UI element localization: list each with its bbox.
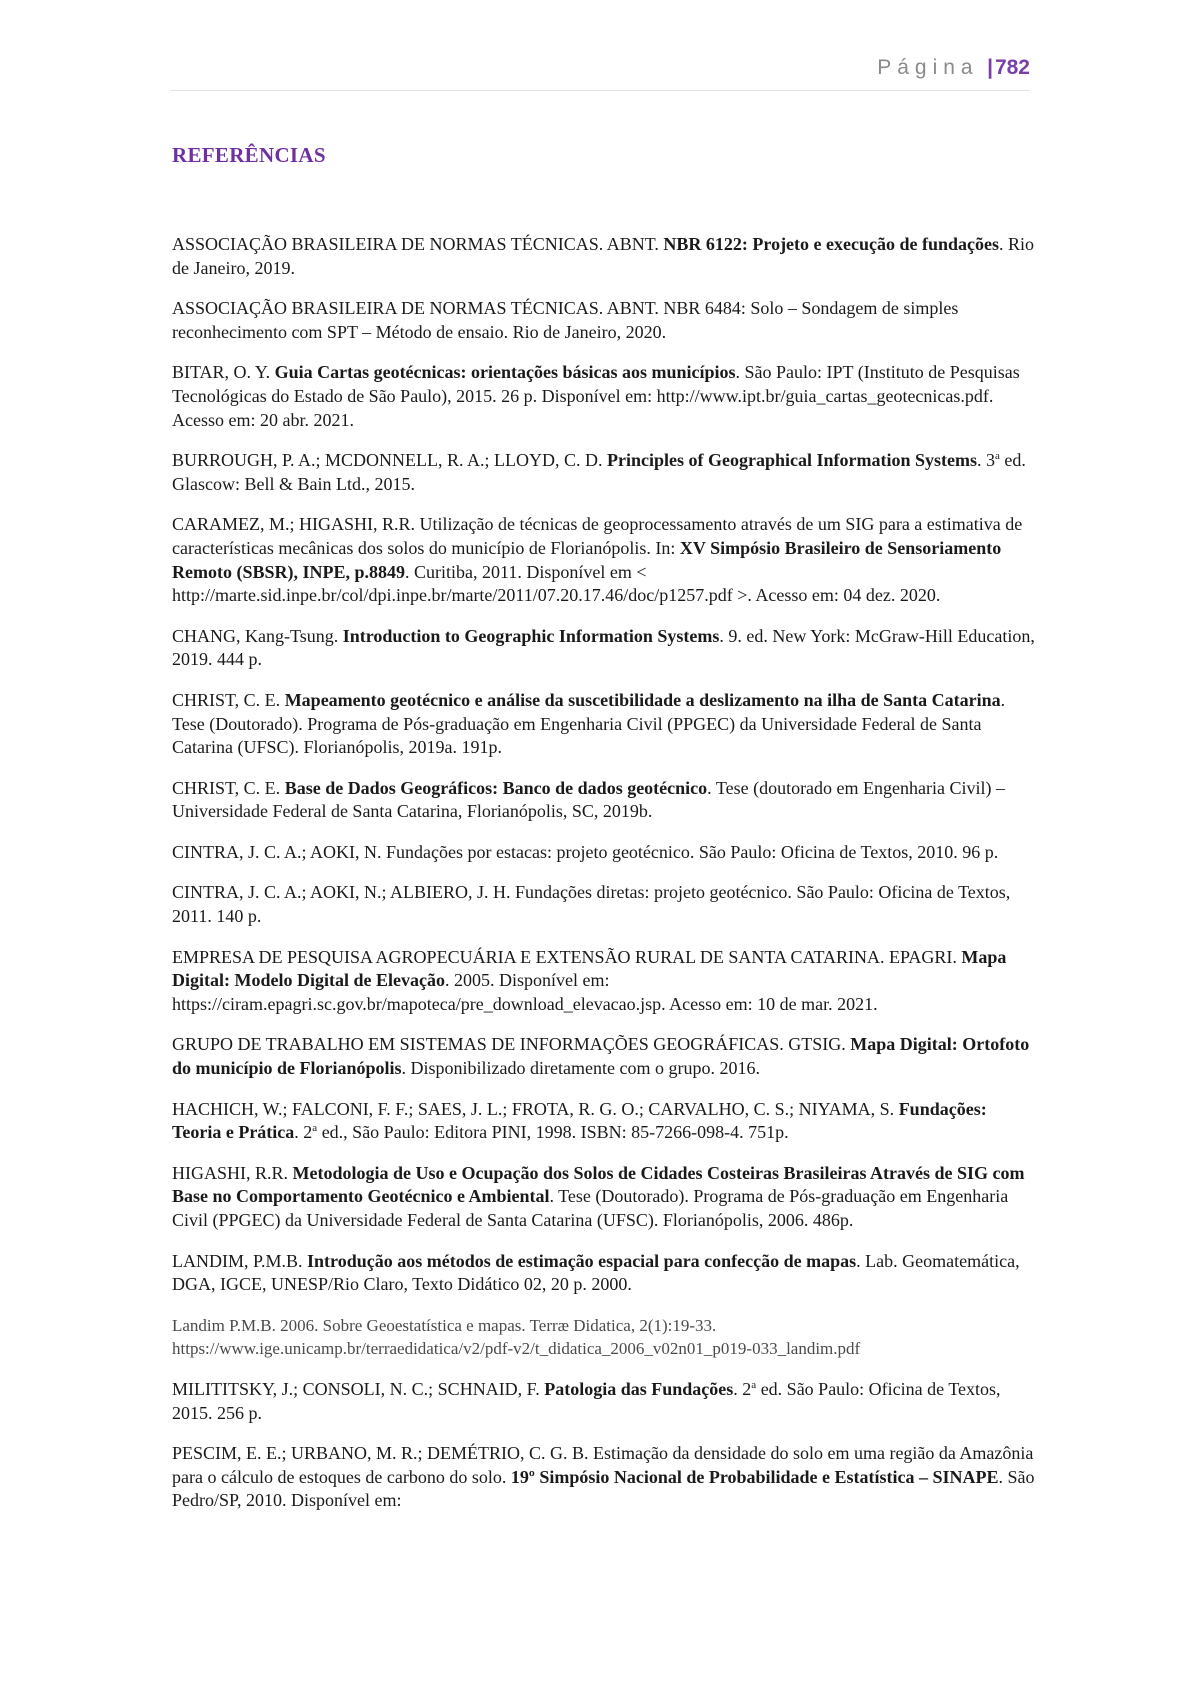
reference-text: ASSOCIAÇÃO BRASILEIRA DE NORMAS TÉCNICAS. ABNT. NBR 6484: Solo – Sondagem de simples reconhecimento com SPT – Método de ensaio. Rio de Janeiro, 2020. [172,298,959,342]
reference-text: CINTRA, J. C. A.; AOKI, N. Fundações por estacas: projeto geotécnico. São Paulo: Oficina de Textos, 2010. 96 p. [172,841,999,862]
reference-text: . São Paulo: IPT (Instituto de Pesquisas Tecnológicas do Estado de São Paulo), 2015. 26 p. Disponível em: http://www.ipt.br/guia_cartas_geotecnicas.pdf. Acesso em: 20 abr. 2021. [172,362,1020,430]
reference-text: . 2005. Disponível em: https://ciram.epagri.sc.gov.br/mapoteca/pre_download_elevacao.jsp. Acesso em: 10 de mar. 2021. [172,970,878,1014]
reference-entry [172,625,1036,672]
reference-superscript: a [995,450,1000,463]
reference-entry [172,233,1036,280]
reference-entry [172,449,1036,496]
reference-entry [172,946,1036,1017]
reference-text: . Disponibilizado diretamente com o grupo. 2016. [401,1058,760,1079]
reference-entry [172,513,1036,607]
reference-text: . 3 [977,450,996,471]
reference-text: HIGASHI, R.R. [172,1162,293,1183]
reference-title: XV Simpósio Brasileiro de Sensoriamento Remoto (SBSR), INPE, p.8849 [172,537,1002,582]
reference-entry [172,777,1036,824]
reference-entry [172,361,1036,432]
reference-entry [172,841,1036,865]
reference-entry [172,1033,1036,1080]
reference-text: ed. São Paulo: Oficina de Textos, 2015. 256 p. [172,1378,1001,1423]
reference-text: . São Pedro/SP, 2010. Disponível em: [172,1466,1035,1511]
page-label: Página [877,56,979,79]
reference-title: Patologia das Fundações [544,1378,734,1399]
reference-title: Base de Dados Geográficos: Banco de dados geotécnico [284,777,708,798]
reference-text: Landim P.M.B. 2006. Sobre Geoestatística e mapas. Terræ Didatica, 2(1):19-33. https://www.ige.unicamp.br/terraedidatica/v2/pdf-v2/t_didatica_2006_v02n01_p019-033_landim.pdf [172,1315,861,1359]
reference-text: . Tese (Doutorado). Programa de Pós-graduação em Engenharia Civil (PPGEC) da Universidade Federal de Santa Catarina (UFSC). Florianópolis, 2006. 486p. [172,1186,1009,1230]
reference-text: . Lab. Geomatemática, DGA, IGCE, UNESP/Rio Claro, Texto Didático 02, 20 p. 2000. [172,1250,1020,1295]
reference-text: CHANG, Kang-Tsung. [172,625,343,646]
reference-text: GRUPO DE TRABALHO EM SISTEMAS DE INFORMAÇÕES GEOGRÁFICAS. GTSIG. [172,1034,851,1055]
reference-text: PESCIM, E. E.; URBANO, M. R.; DEMÉTRIO, C. G. B. Estimação da densidade do solo em uma região da Amazônia para o cálculo de estoques de carbono do solo. [172,1443,1034,1487]
reference-text: BITAR, O. Y. [172,362,275,383]
reference-text: ed. Glascow: Bell & Bain Ltd., 2015. [172,450,1026,494]
reference-text: ASSOCIAÇÃO BRASILEIRA DE NORMAS TÉCNICAS. ABNT. [172,234,664,254]
reference-superscript: a [312,1122,318,1135]
reference-text: . Rio de Janeiro, 2019. [172,234,1035,278]
reference-entry [172,881,1036,928]
reference-text: ed., São Paulo: Editora PINI, 1998. ISBN: 85-7266-098-4. 751p. [317,1122,789,1143]
reference-text: EMPRESA DE PESQUISA AGROPECUÁRIA E EXTENSÃO RURAL DE SANTA CATARINA. EPAGRI. [172,946,962,967]
section-title: REFERÊNCIAS [172,143,326,167]
reference-entry [172,1162,1036,1233]
reference-title: Metodologia de Uso e Ocupação dos Solos de Cidades Costeiras Brasileiras Através de SIG com Base no Comportamento Geotécnico e Ambiental [172,1162,1025,1207]
page-number: 782 [994,56,1030,79]
reference-title: Principles of Geographical Information Systems [607,450,978,471]
reference-title: NBR 6122: Projeto e execução de fundações [663,234,1000,254]
reference-text: HACHICH, W.; FALCONI, F. F.; SAES, J. L.; FROTA, R. G. O.; CARVALHO, C. S.; NIYAMA, S. [172,1098,899,1119]
reference-entry [172,1442,1036,1513]
reference-entry [172,1250,1036,1297]
reference-text: . 2 [733,1378,752,1399]
reference-entry [172,1314,1036,1361]
reference-entry [172,297,1036,344]
page-header [170,56,1030,91]
reference-title: Introduction to Geographic Information Systems [342,625,720,646]
reference-text: . 2 [294,1122,313,1143]
reference-title: Mapa Digital: Ortofoto do município de Florianópolis [172,1034,1030,1079]
reference-title: 19º Simpósio Nacional de Probabilidade e Estatística – SINAPE [510,1466,999,1487]
reference-title: Guia Cartas geotécnicas: orientações básicas aos municípios [274,362,736,383]
reference-entry [172,1378,1036,1425]
reference-list [172,233,1036,1530]
reference-text: LANDIM, P.M.B. [172,1250,308,1271]
reference-title: Introdução aos métodos de estimação espacial para confecção de mapas [307,1250,857,1271]
reference-text: . Tese (doutorado em Engenharia Civil) – Universidade Federal de Santa Catarina, Florianópolis, SC, 2019b. [172,777,1005,822]
reference-text: . 9. ed. New York: McGraw-Hill Education, 2019. 444 p. [172,625,1035,670]
reference-text: BURROUGH, P. A.; MCDONNELL, R. A.; LLOYD, C. D. [172,450,608,471]
reference-entry [172,1098,1036,1145]
reference-text: . Curitiba, 2011. Disponível em < http://marte.sid.inpe.br/col/dpi.inpe.br/marte/2011/07.20.17.46/doc/p1257.pdf >. Acesso em: 04 dez. 2020. [172,561,941,606]
reference-title: Mapa Digital: Modelo Digital de Elevação [172,946,1007,991]
reference-text: CHRIST, C. E. [172,777,285,798]
reference-text: . Tese (Doutorado). Programa de Pós-graduação em Engenharia Civil (PPGEC) da Universidade Federal de Santa Catarina (UFSC). Florianópolis, 2019a. 191p. [172,689,1006,758]
reference-superscript: a [751,1378,757,1391]
page-separator: | [987,56,993,79]
reference-entry [172,689,1036,760]
reference-title: Fundações: Teoria e Prática [172,1098,987,1143]
reference-title: Mapeamento geotécnico e análise da suscetibilidade a deslizamento na ilha de Santa Catarina [284,689,1001,710]
reference-text: CHRIST, C. E. [172,689,285,710]
reference-text: CINTRA, J. C. A.; AOKI, N.; ALBIERO, J. H. Fundações diretas: projeto geotécnico. São Paulo: Oficina de Textos, 2011. 140 p. [172,882,1011,927]
reference-text: MILITITSKY, J.; CONSOLI, N. C.; SCHNAID, F. [172,1378,545,1399]
reference-text: CARAMEZ, M.; HIGASHI, R.R. Utilização de técnicas de geoprocessamento através de um SIG para a estimativa de características mecânicas dos solos do município de Florianópolis. In: [172,514,1023,558]
